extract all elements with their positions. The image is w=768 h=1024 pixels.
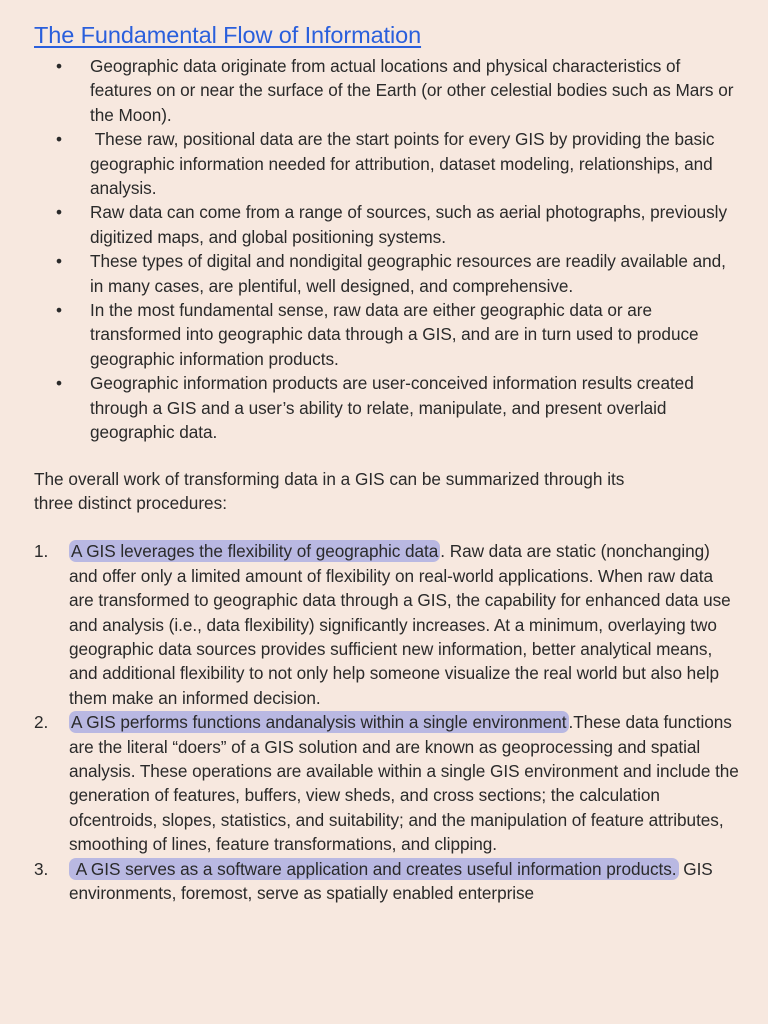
bullet-icon: •: [56, 56, 62, 76]
bullet-icon: •: [56, 300, 62, 321]
bullet-item: [34, 200, 740, 249]
procedure-number: 3.: [34, 858, 49, 879]
bullet-icon: •: [56, 251, 62, 272]
summary-paragraph: The overall work of transforming data in a GIS can be summarized through its three distinct procedures:: [34, 468, 625, 513]
bullet-item: [34, 371, 740, 444]
bullet-icon: •: [56, 129, 62, 150]
highlighted-text: A GIS leverages the flexibility of geographic data: [71, 541, 439, 562]
procedure-number: 1.: [34, 541, 49, 562]
bullet-text: Raw data can come from a range of sources, such as aerial photographs, previously digitized maps, and global positioning systems.: [90, 202, 727, 247]
bullet-item: [34, 54, 740, 127]
highlighted-text: A GIS performs functions andanalysis within a single environment: [71, 712, 567, 733]
highlighted-text: A GIS serves as a software application and creates useful information products.: [71, 858, 677, 879]
procedure-item: [34, 857, 740, 906]
procedure-text: GIS environments, foremost, serve as spatially enabled enterprise: [69, 858, 718, 903]
procedure-list: [34, 539, 740, 905]
bullet-text: Geographic information products are user-conceived information results created through a GIS and a user’s ability to relate, manipulate, and present overlaid geographic data.: [90, 373, 694, 443]
procedure-item: [34, 539, 740, 710]
procedure-item: [34, 710, 740, 856]
bullet-icon: •: [56, 373, 62, 394]
procedure-number: 2.: [34, 712, 49, 733]
document-title: The Fundamental Flow of Information: [34, 22, 422, 48]
bullet-item: [34, 298, 740, 371]
bullet-icon: •: [56, 202, 62, 223]
bullet-item: [34, 127, 740, 200]
bullet-item: [34, 249, 740, 298]
bullet-text: In the most fundamental sense, raw data are either geographic data or are transformed into geographic data through a GIS, and are in turn used to produce geographic information products.: [90, 300, 699, 369]
procedure-text: .These data functions are the literal “doers” of a GIS solution and are known as geoprocessing and spatial analysis. These operations are available within a single GIS environment and include the generation of features, buffers, view sheds, and cross sections; the calculation ofcentroids, slopes, statistics, and suitability; and the manipulation of feature attributes, smoothing of lines, feature transformations, and clipping.: [69, 712, 739, 855]
procedure-text: . Raw data are static (nonchanging) and offer only a limited amount of flexibility on real-world applications. When raw data are transformed to geographic data through a GIS, the capability for enhanced data use and analysis (i.e., data flexibility) significantly increases. At a minimum, overlaying two geographic data sources provides sufficient new information, better analytical means, and additional flexibility to not only help someone visualize the real world but also help them make an informed decision.: [69, 541, 731, 708]
bullet-text: These raw, positional data are the start points for every GIS by providing the basic geographic information needed for attribution, dataset modeling, relationships, and analysis.: [90, 129, 720, 199]
bullet-list: [34, 54, 740, 445]
bullet-text: These types of digital and nondigital geographic resources are readily available and, in many cases, are plentiful, well designed, and comprehensive.: [90, 251, 726, 296]
bullet-text: Geographic data originate from actual locations and physical characteristics of features on or near the surface of the Earth (or other celestial bodies such as Mars or the Moon).: [90, 56, 734, 125]
